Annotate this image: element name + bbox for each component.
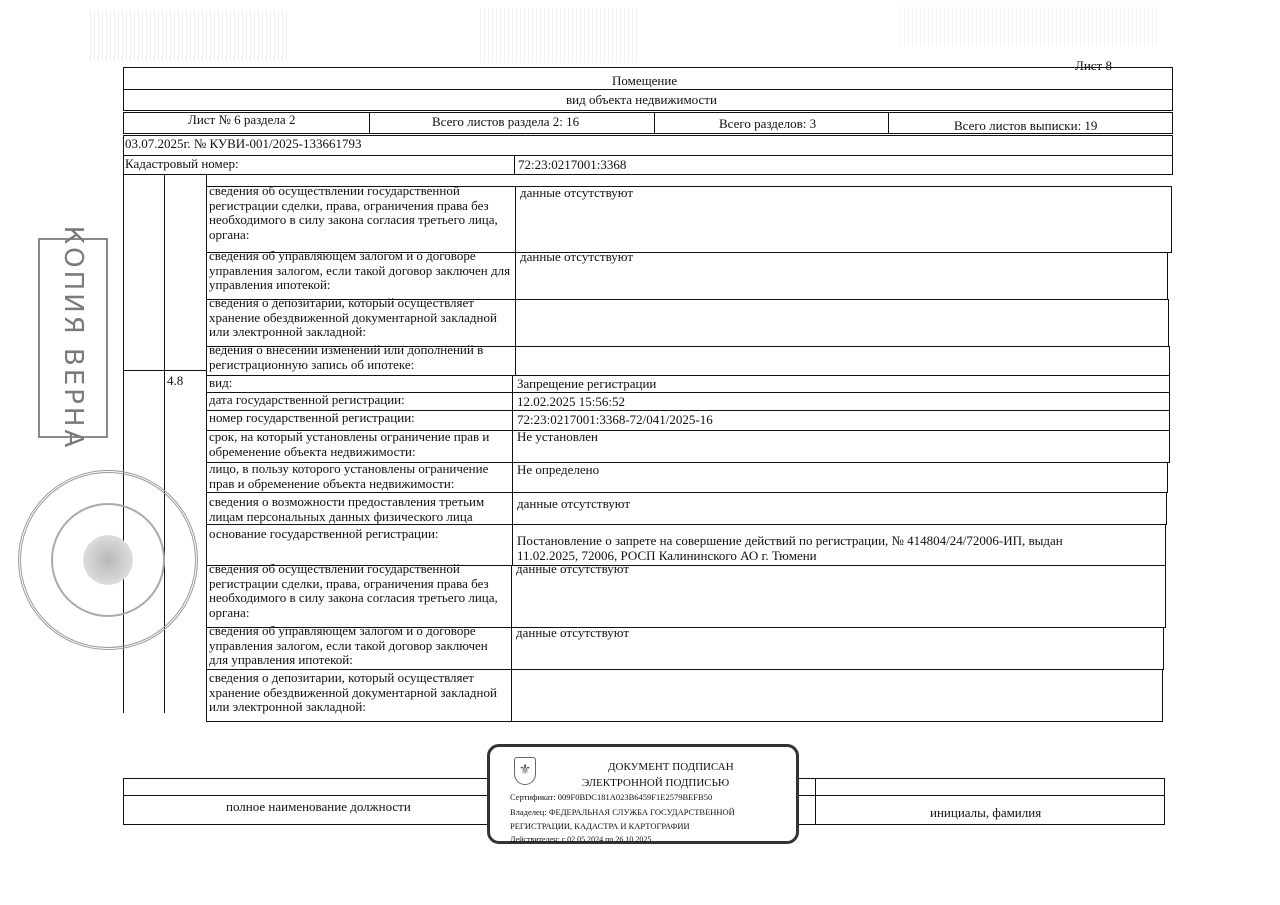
total-sheets-section: Всего листов раздела 2: 16 [432,114,580,129]
row-label: сведения о депозитарии, который осуществляет хранение обездвиженной документарной закладной или электронной закладной: [209,670,497,714]
row-value: Запрещение регистрации [517,376,657,391]
row-value: данные отсутствуют [520,249,634,264]
row-value: 72:23:0217001:3368-72/041/2025-16 [517,412,713,427]
eagle-emblem-icon: ⚜ [514,757,536,785]
signature-valid-dates: Действителен: с 02.05.2024 по 26.10.2025 [510,835,652,844]
row-value: данные отсутствуют [520,185,634,200]
row-label: лицо, в пользу которого установлены ограничение прав и обременение объекта недвижимости: [209,461,489,491]
signature-certificate: Сертификат: 009F0BDC181A023B6459F1E2579BEFB50 [510,792,713,802]
row-label: номер государственной регистрации: [209,410,415,425]
row-label: сведения о возможности предоставления третьим лицам персональных данных физического лица [209,494,485,524]
cadastral-number: 72:23:0217001:3368 [518,157,627,172]
scan-noise-top-center [480,8,640,63]
object-name: Помещение [612,73,678,88]
cadastral-label: Кадастровый номер: [125,156,239,171]
cadastral-row [123,155,1173,175]
signature-owner-line1: Владелец: ФЕДЕРАЛЬНАЯ СЛУЖБА ГОСУДАРСТВЕННОЙ [510,807,735,817]
row-label: сведения об управляющем залогом и о договоре управления залогом, если такой договор заключен для управления ипотекой: [209,623,488,667]
signature-owner-line2: РЕГИСТРАЦИИ, КАДАСТРА И КАРТОГРАФИИ [510,821,690,831]
row-label: основание государственной регистрации: [209,526,439,541]
copy-certified-stamp [38,225,108,451]
row-label: сведения об управляющем залогом и о договоре управления залогом, если такой договор заключен для управления ипотекой: [209,248,511,292]
eagle-seal-icon [83,535,133,585]
total-sections: Всего разделов: 3 [719,116,817,131]
row-label: сведения о депозитарии, который осуществляет хранение обездвиженной документарной закладной или электронной закладной: [209,295,497,339]
electronic-signature-badge [487,744,799,844]
row-label: срок, на который установлены ограничение прав и обременение объекта недвижимости: [209,429,490,459]
section-number: 4.8 [167,373,184,388]
scan-noise-top-right [900,6,1160,46]
round-seal-inner-ring [51,503,165,617]
row-label: ведения о внесении изменений или дополнений в регистрационную запись об ипотеке: [209,342,484,372]
row-value: Не установлен [517,429,598,444]
copy-stamp-text: КОПИЯ ВЕРНА [58,225,88,451]
name-label: инициалы, фамилия [930,805,1042,820]
scan-noise-top [90,10,290,60]
number-column-left [164,175,165,713]
total-sheets-extract: Всего листов выписки: 19 [954,118,1098,133]
sheet-label: Лист 8 [1075,58,1112,73]
row-label: вид: [209,375,233,390]
row-label: сведения об осуществлении государственной регистрации сделки, права, ограничения права без необходимого в силу закона согласия третьего лица, органа: [209,561,498,620]
object-kind-label: вид объекта недвижимости [566,92,717,107]
row-value: Не определено [517,462,600,477]
extract-date-number: 03.07.2025г. № КУВИ-001/2025-133661793 [125,136,362,151]
row-value: 12.02.2025 15:56:52 [517,394,625,409]
position-label: полное наименование должности [226,799,411,814]
round-seal [18,470,198,650]
sheet-of-section: Лист № 6 раздела 2 [188,112,296,127]
signature-line2: ЭЛЕКТРОННОЙ ПОДПИСЬЮ [582,777,730,789]
row-label: сведения об осуществлении государственной регистрации сделки, права, ограничения права без необходимого в силу закона согласия третьего лица, органа: [209,183,498,242]
row-value: данные отсутствуют [516,625,630,640]
row-value: Постановление о запрете на совершение действий по регистрации, № 414804/24/72006-ИП, выдан 11.02.2025, 72006, РОСП Калининского АО г. Тюмени [517,533,1063,563]
row-label: дата государственной регистрации: [209,392,405,407]
row-value: данные отсутствуют [516,561,630,576]
signature-line1: ДОКУМЕНТ ПОДПИСАН [608,761,734,773]
row-value: данные отсутствуют [517,496,631,511]
